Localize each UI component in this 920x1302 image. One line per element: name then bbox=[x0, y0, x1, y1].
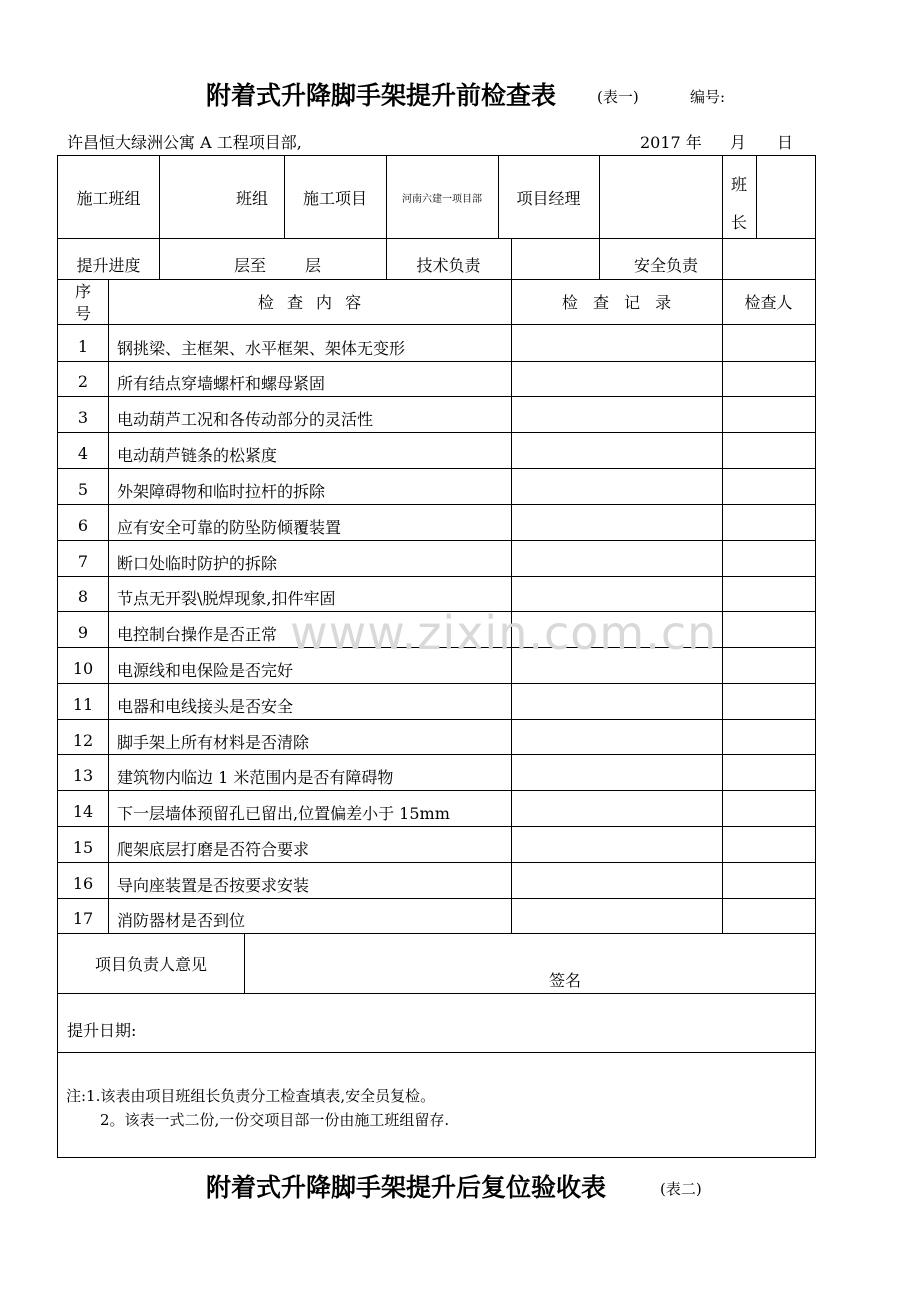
next-page-title: 附着式升降脚手架提升后复位验收表 bbox=[206, 1173, 607, 1202]
code-label: 编号: bbox=[690, 88, 726, 106]
row-no: 9 bbox=[77, 622, 89, 642]
watermark: www.zixin.com.cn bbox=[290, 606, 718, 660]
row-content: 所有结点穿墙螺杆和螺母紧固 bbox=[117, 374, 326, 393]
item-label: 施工项目 bbox=[302, 188, 367, 208]
leader-label-bottom: 长 bbox=[730, 212, 747, 232]
row-no: 2 bbox=[77, 371, 89, 391]
row-no: 15 bbox=[72, 837, 94, 857]
table-tag: (表一) bbox=[597, 88, 639, 106]
leader-label-top: 班 bbox=[730, 174, 747, 194]
row-no: 8 bbox=[77, 586, 89, 606]
row-content: 电控制台操作是否正常 bbox=[117, 625, 278, 644]
row-no: 12 bbox=[72, 730, 94, 750]
row-content: 应有安全可靠的防坠防倾覆装置 bbox=[117, 518, 342, 537]
next-table-tag: (表二) bbox=[660, 1180, 702, 1198]
row-no: 16 bbox=[72, 873, 94, 893]
row-content: 脚手架上所有材料是否清除 bbox=[117, 733, 310, 752]
row-content: 断口处临时防护的拆除 bbox=[117, 554, 278, 573]
row-no: 14 bbox=[72, 801, 94, 821]
row-no: 3 bbox=[77, 407, 89, 427]
team-value: 班组 bbox=[235, 188, 268, 208]
form-title bbox=[0, 76, 920, 116]
row-no: 1 bbox=[77, 336, 89, 356]
item-value: 河南六建一项目部 bbox=[402, 193, 482, 205]
row-no: 5 bbox=[77, 479, 89, 499]
progress-to: 层 bbox=[304, 256, 321, 275]
row-content: 消防器材是否到位 bbox=[117, 911, 246, 930]
row-content: 电源线和电保险是否完好 bbox=[117, 661, 294, 680]
signature-label: 签名 bbox=[549, 971, 582, 990]
row-content: 导向座装置是否按要求安装 bbox=[117, 876, 310, 895]
col-no-top: 序 bbox=[74, 281, 91, 301]
col-no-bottom: 号 bbox=[74, 303, 91, 323]
page-title: 附着式升降脚手架提升前检查表 bbox=[206, 81, 557, 110]
date-year: 2017 年 bbox=[640, 133, 702, 152]
row-content: 电动葫芦链条的松紧度 bbox=[117, 446, 278, 465]
date-month: 月 bbox=[730, 133, 747, 152]
row-content: 钢挑梁、主框架、水平框架、架体无变形 bbox=[117, 339, 406, 358]
row-no: 17 bbox=[72, 908, 94, 928]
note-2: 2。该表一式二份,一份交项目部一份由施工班组留存. bbox=[100, 1111, 450, 1129]
row-content: 建筑物内临边 1 米范围内是否有障碍物 bbox=[117, 768, 394, 787]
col-inspector: 检查人 bbox=[744, 293, 793, 312]
progress-from: 层至 bbox=[233, 256, 266, 275]
next-form-title bbox=[0, 1168, 920, 1208]
opinion-label: 项目负责人意见 bbox=[94, 954, 207, 974]
lift-date-label: 提升日期: bbox=[67, 1021, 137, 1040]
col-record: 检 查 记 录 bbox=[561, 293, 672, 312]
project-name: 许昌恒大绿洲公寓 A 工程项目部, bbox=[67, 133, 302, 152]
team-label: 施工班组 bbox=[76, 188, 141, 208]
row-no: 6 bbox=[77, 515, 89, 535]
col-content: 检 查 内 容 bbox=[257, 293, 362, 312]
row-content: 爬架底层打磨是否符合要求 bbox=[117, 840, 310, 859]
row-content: 电动葫芦工况和各传动部分的灵活性 bbox=[117, 410, 374, 429]
row-no: 13 bbox=[72, 765, 94, 785]
row-no: 4 bbox=[77, 443, 89, 463]
date-day: 日 bbox=[777, 133, 794, 152]
row-content: 电器和电线接头是否安全 bbox=[117, 697, 294, 716]
row-content: 外架障碍物和临时拉杆的拆除 bbox=[117, 482, 326, 501]
note-1: 注:1.该表由项目班组长负责分工检查填表,安全员复检。 bbox=[66, 1087, 436, 1105]
progress-label: 提升进度 bbox=[76, 256, 141, 275]
safety-label: 安全负责 bbox=[633, 256, 698, 275]
tech-label: 技术负责 bbox=[416, 256, 481, 275]
row-no: 10 bbox=[72, 658, 94, 678]
row-content: 节点无开裂\脱焊现象,扣件牢固 bbox=[117, 589, 336, 608]
row-content: 下一层墙体预留孔已留出,位置偏差小于 15mm bbox=[117, 804, 450, 823]
manager-label: 项目经理 bbox=[516, 188, 581, 208]
row-no: 11 bbox=[72, 694, 94, 714]
row-no: 7 bbox=[77, 551, 89, 571]
